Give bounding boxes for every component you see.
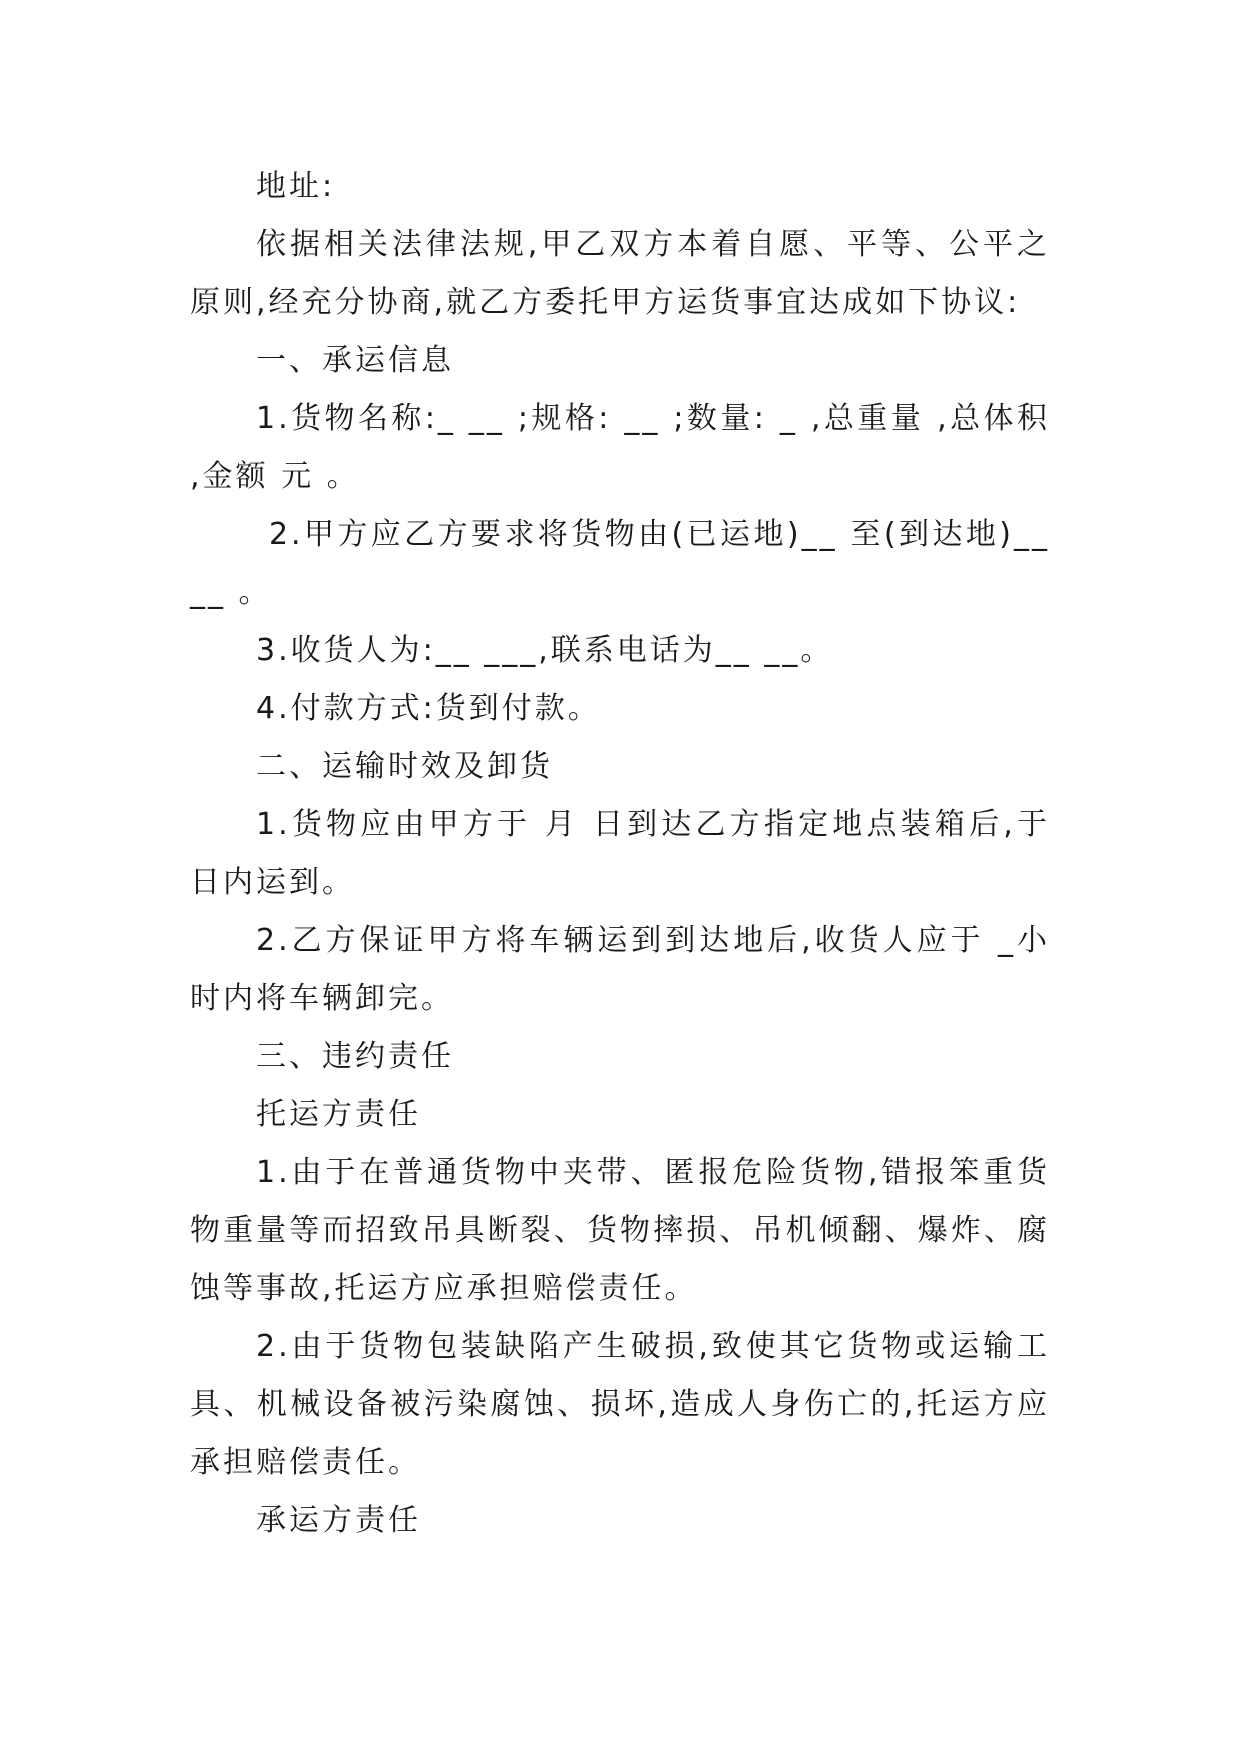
section-heading-liability: 三、违约责任 <box>256 1039 454 1074</box>
clause-shipper-liability-1: 1.由于在普通货物中夹带、匿报危险货物,错报笨重货物重量等而招致吊具断裂、货物摔损、吊机倾翻、爆炸、腐蚀等事故,托运方应承担赔偿责任。 <box>190 1155 1050 1306</box>
clause-consignee: 3.收货人为:__ ___,联系电话为__ __。 <box>256 633 834 668</box>
subheading-shipper-liability: 托运方责任 <box>256 1097 421 1132</box>
address-line: 地址: <box>256 169 336 204</box>
clause-unloading: 2.乙方保证甲方将车辆运到到达地后,收货人应于 _小时内将车辆卸完。 <box>190 923 1050 1016</box>
clause-delivery-time: 1.货物应由甲方于 月 日到达乙方指定地点装箱后,于 日内运到。 <box>190 807 1063 900</box>
clause-route: 2.甲方应乙方要求将货物由(已运地)__ 至(到达地)____ 。 <box>190 517 1050 610</box>
document-body <box>190 158 1063 1550</box>
clause-goods-name: 1.货物名称:_ __ ;规格: __ ;数量: _ ,总重量 ,总体积 ,金额 元 。 <box>190 401 1063 494</box>
preamble-paragraph: 依据相关法律法规,甲乙双方本着自愿、平等、公平之原则,经充分协商,就乙方委托甲方运货事宜达成如下协议: <box>190 227 1050 320</box>
clause-shipper-liability-2: 2.由于货物包装缺陷产生破损,致使其它货物或运输工具、机械设备被污染腐蚀、损坏,造成人身伤亡的,托运方应承担赔偿责任。 <box>190 1329 1050 1480</box>
clause-payment: 4.付款方式:货到付款。 <box>256 691 601 726</box>
subheading-carrier-liability: 承运方责任 <box>256 1503 421 1538</box>
section-heading-shipping-info: 一、承运信息 <box>256 343 454 378</box>
section-heading-timing: 二、运输时效及卸货 <box>256 749 553 784</box>
